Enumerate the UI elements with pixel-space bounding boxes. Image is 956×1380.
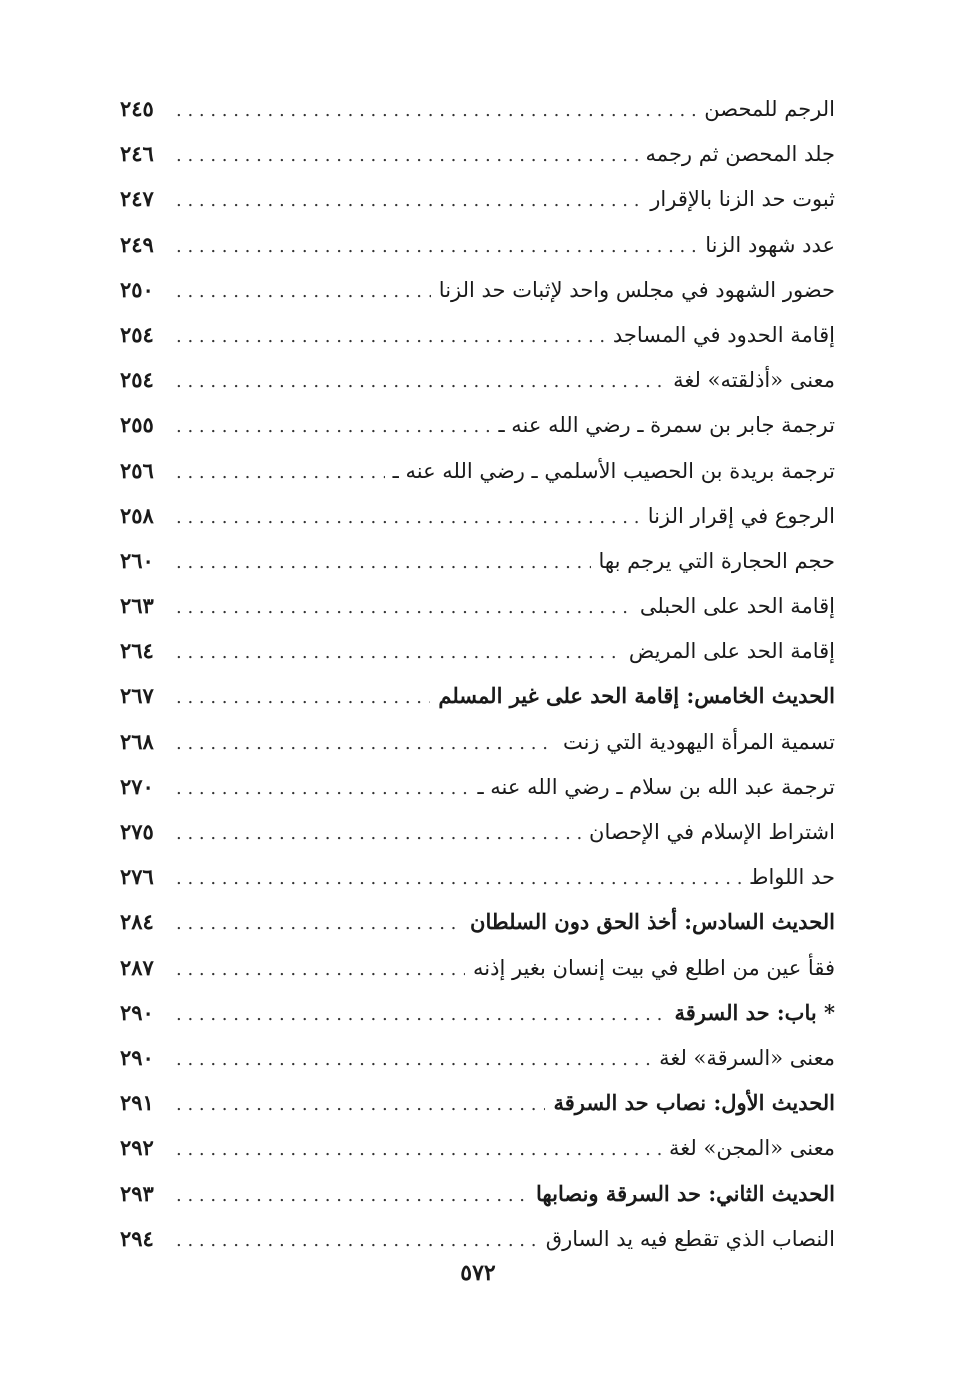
dot-leader bbox=[176, 269, 431, 314]
dot-leader bbox=[176, 359, 665, 404]
toc-entry-title: ترجمة بريدة بن الحصيب الأسلمي ـ رضي الله عنه ـ bbox=[392, 458, 835, 483]
toc-entry bbox=[120, 719, 835, 764]
dot-leader bbox=[176, 721, 555, 766]
toc-entry-page: ٢٨٧ bbox=[120, 954, 154, 980]
toc-entry bbox=[120, 809, 835, 854]
table-of-contents bbox=[120, 86, 835, 1261]
dot-leader bbox=[176, 630, 621, 675]
dot-leader bbox=[176, 901, 462, 946]
toc-entry bbox=[120, 402, 835, 447]
toc-entry bbox=[120, 1125, 835, 1170]
toc-entry-title: فقأ عين من اطلع في بيت إنسان بغير إذنه bbox=[473, 955, 835, 980]
dot-leader bbox=[176, 992, 666, 1037]
toc-entry bbox=[120, 899, 835, 944]
dot-leader bbox=[176, 811, 581, 856]
toc-entry bbox=[120, 176, 835, 221]
toc-entry bbox=[120, 945, 835, 990]
dot-leader bbox=[176, 947, 465, 992]
toc-entry-page: ٢٥٠ bbox=[120, 276, 154, 302]
toc-entry bbox=[120, 990, 835, 1035]
toc-entry-page: ٢٨٤ bbox=[120, 909, 154, 935]
toc-entry-title: حجم الحجارة التي يرجم بها bbox=[598, 548, 835, 573]
dot-leader bbox=[176, 450, 385, 495]
toc-entry-title: الحديث الأول: نصاب حد السرقة bbox=[553, 1090, 835, 1116]
toc-entry-title: الحديث الخامس: إقامة الحد على غير المسلم bbox=[438, 683, 835, 709]
toc-entry-title: الرجم للمحصن bbox=[704, 97, 835, 121]
toc-entry bbox=[120, 538, 835, 583]
dot-leader bbox=[176, 1173, 528, 1218]
toc-entry-page: ٢٥٥ bbox=[120, 412, 154, 438]
toc-entry bbox=[120, 131, 835, 176]
dot-leader bbox=[176, 495, 640, 540]
toc-entry bbox=[120, 86, 835, 131]
toc-entry-title: النصاب الذي تقطع فيه يد السارق bbox=[545, 1226, 835, 1251]
dot-leader bbox=[176, 314, 605, 359]
toc-entry-page: ٢٩٢ bbox=[120, 1135, 154, 1161]
dot-leader bbox=[176, 404, 490, 449]
toc-entry-page: ٢٧٥ bbox=[120, 819, 154, 844]
toc-entry bbox=[120, 1216, 835, 1261]
dot-leader bbox=[176, 766, 469, 811]
toc-entry bbox=[120, 493, 835, 538]
toc-entry-title: تسمية المرأة اليهودية التي زنت bbox=[562, 729, 835, 754]
toc-entry-title: حد اللواط bbox=[749, 865, 835, 890]
toc-entry-title: عدد شهود الزنا bbox=[705, 232, 835, 257]
toc-entry bbox=[120, 764, 835, 809]
toc-entry-page: ٢٦٨ bbox=[120, 728, 154, 754]
toc-entry bbox=[120, 583, 835, 628]
dot-leader bbox=[176, 1127, 661, 1172]
toc-entry bbox=[120, 673, 835, 718]
toc-entry-page: ٢٩٠ bbox=[120, 999, 154, 1025]
toc-entry-title: معنى «السرقة» لغة bbox=[659, 1045, 835, 1070]
dot-leader bbox=[176, 540, 591, 585]
toc-entry-page: ٢٤٧ bbox=[120, 186, 154, 212]
dot-leader bbox=[176, 224, 697, 269]
toc-entry bbox=[120, 222, 835, 267]
toc-entry bbox=[120, 448, 835, 493]
toc-entry-title: * باب: حد السرقة bbox=[674, 999, 835, 1025]
toc-entry-title: معنى «المجن» لغة bbox=[669, 1136, 835, 1161]
toc-entry-page: ٢٥٨ bbox=[120, 502, 154, 528]
dot-leader bbox=[176, 88, 696, 133]
toc-entry-title: الحديث السادس: أخذ الحق دون السلطان bbox=[470, 909, 835, 935]
dot-leader bbox=[176, 1082, 545, 1127]
toc-entry bbox=[120, 1080, 835, 1125]
toc-entry bbox=[120, 312, 835, 357]
toc-entry-page: ٢٩٤ bbox=[120, 1225, 154, 1251]
toc-entry bbox=[120, 1035, 835, 1080]
toc-entry-title: اشتراط الإسلام في الإحصان bbox=[589, 820, 835, 844]
toc-entry-page: ٢٦٣ bbox=[120, 593, 154, 619]
dot-leader bbox=[176, 675, 430, 720]
toc-entry bbox=[120, 628, 835, 673]
toc-entry-title: ثبوت حد الزنا بالإقرار bbox=[650, 187, 835, 212]
toc-entry-page: ٢٥٤ bbox=[120, 367, 154, 393]
toc-entry bbox=[120, 267, 835, 312]
toc-entry-title: إقامة الحدود في المساجد bbox=[612, 322, 835, 347]
toc-entry-page: ٢٦٠ bbox=[120, 547, 154, 573]
toc-entry-page: ٢٩١ bbox=[120, 1090, 154, 1116]
toc-entry-title: الرجوع في إقرار الزنا bbox=[647, 503, 835, 528]
toc-entry-page: ٢٦٤ bbox=[120, 638, 154, 664]
dot-leader bbox=[176, 585, 632, 630]
toc-entry-title: ترجمة عبد الله بن سلام ـ رضي الله عنه ـ bbox=[477, 774, 835, 799]
dot-leader bbox=[176, 856, 741, 901]
toc-entry bbox=[120, 854, 835, 899]
toc-entry-title: معنى «أذلقته» لغة bbox=[673, 368, 835, 393]
toc-entry-title: جلد المحصن ثم رجمه bbox=[645, 142, 835, 167]
dot-leader bbox=[176, 133, 638, 178]
toc-entry-page: ٢٤٩ bbox=[120, 231, 154, 257]
page-number: ٥٧٢ bbox=[460, 1260, 496, 1286]
toc-entry-page: ٢٩٣ bbox=[120, 1180, 154, 1206]
toc-entry-page: ٢٥٤ bbox=[120, 321, 154, 347]
toc-entry-page: ٢٧٠ bbox=[120, 773, 154, 799]
dot-leader bbox=[176, 178, 642, 223]
toc-entry-page: ٢٦٧ bbox=[120, 683, 154, 709]
toc-entry-title: إقامة الحد على الحبلى bbox=[639, 594, 835, 619]
dot-leader bbox=[176, 1218, 538, 1263]
toc-entry-title: إقامة الحد على المريض bbox=[628, 639, 835, 664]
dot-leader bbox=[176, 1037, 651, 1082]
toc-entry-title: ترجمة جابر بن سمرة ـ رضي الله عنه ـ bbox=[498, 413, 835, 438]
toc-entry-page: ٢٥٦ bbox=[120, 457, 154, 483]
toc-entry-page: ٢٧٦ bbox=[120, 864, 154, 890]
toc-entry bbox=[120, 357, 835, 402]
toc-entry-page: ٢٩٠ bbox=[120, 1044, 154, 1070]
toc-entry-title: حضور الشهود في مجلس واحد لإثبات حد الزنا bbox=[438, 277, 835, 302]
toc-entry bbox=[120, 1171, 835, 1216]
toc-entry-page: ٢٤٦ bbox=[120, 141, 154, 167]
toc-entry-title: الحديث الثاني: حد السرقة ونصابها bbox=[536, 1180, 835, 1206]
toc-entry-page: ٢٤٥ bbox=[120, 96, 154, 121]
